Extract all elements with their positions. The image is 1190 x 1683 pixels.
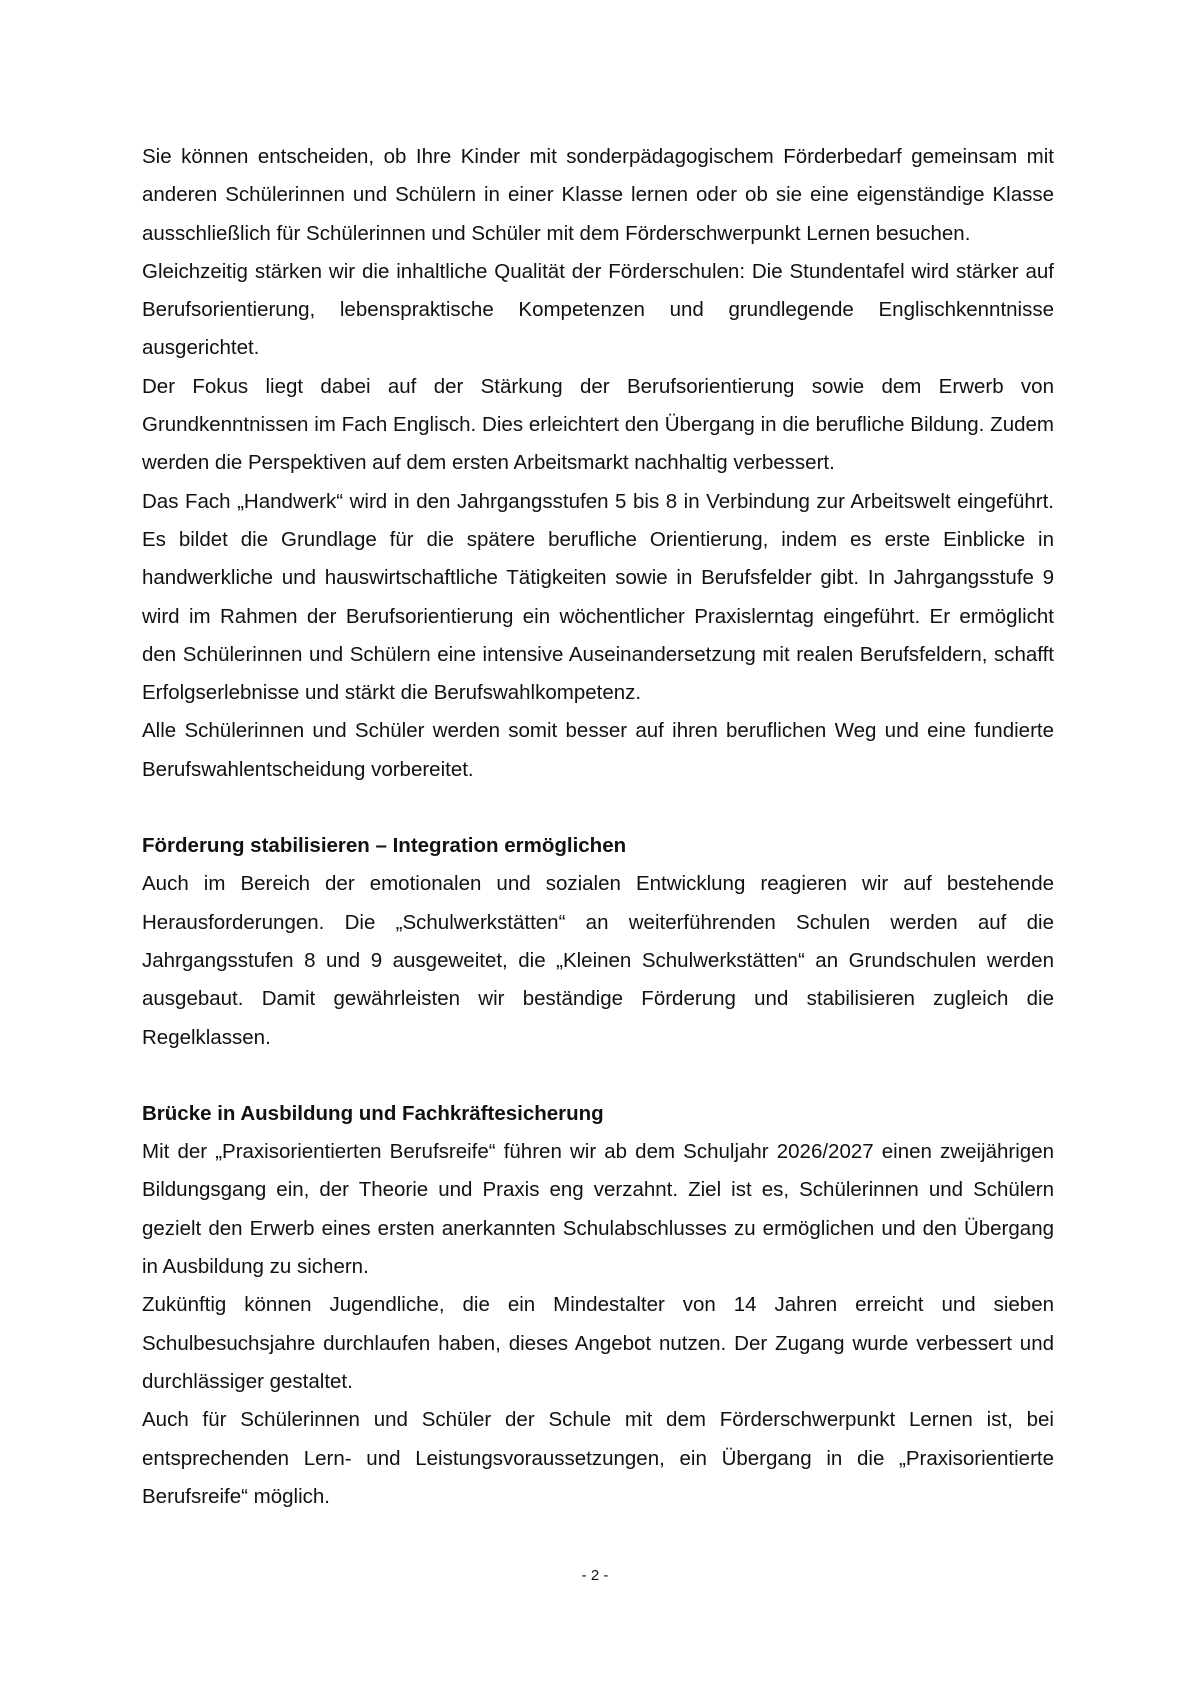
document-body (142, 138, 1054, 1516)
intro-paragraph-5: Alle Schülerinnen und Schüler werden somit besser auf ihren beruflichen Weg und eine fundierte Berufswahlentscheidung vorbereitet. (142, 719, 1054, 781)
section-spacer (142, 1057, 1054, 1095)
section-heading-foerderung: Förderung stabilisieren – Integration ermöglichen (142, 834, 627, 858)
bruecke-paragraph-2: Zukünftig können Jugendliche, die ein Mindestalter von 14 Jahren erreicht und sieben Schulbesuchsjahre durchlaufen haben, dieses Angebot nutzen. Der Zugang wurde verbessert und durchlässiger gestaltet. (142, 1293, 1054, 1393)
intro-paragraph-2: Gleichzeitig stärken wir die inhaltliche Qualität der Förderschulen: Die Stundentafel wird stärker auf Berufsorientierung, lebenspraktische Kompetenzen und grundlegende Englischkenntnisse ausgerichtet. (142, 259, 1054, 360)
intro-paragraph-4: Das Fach „Handwerk“ wird in den Jahrgangsstufen 5 bis 8 in Verbindung zur Arbeitswelt eingeführt. Es bildet die Grundlage für die spätere berufliche Orientierung, indem es erste Einblicke in handwerkliche und hauswirtschaftliche Tätigkeiten sowie in Berufsfelder gibt. In Jahrgangsstufe 9 wird im Rahmen der Berufsorientierung ein wöchentlicher Praxislerntag eingeführt. Er ermöglicht den Schülerinnen und Schülern eine intensive Auseinandersetzung mit realen Berufsfeldern, schafft Erfolgserlebnisse und stärkt die Berufswahlkompetenz. (142, 489, 1054, 705)
page-number: - 2 - (581, 1567, 609, 1584)
intro-paragraph-3: Der Fokus liegt dabei auf der Stärkung der Berufsorientierung sowie dem Erwerb von Grundkenntnissen im Fach Englisch. Dies erleichtert den Übergang in die berufliche Bildung. Zudem werden die Perspektiven auf dem ersten Arbeitsmarkt nachhaltig verbessert. (142, 374, 1054, 475)
intro-paragraph-1: Sie können entscheiden, ob Ihre Kinder mit sonderpädagogischem Förderbedarf gemeinsam mit anderen Schülerinnen und Schülern in einer Klasse lernen oder ob sie eine eigenständige Klasse ausschließlich für Schülerinnen und Schüler mit dem Förderschwerpunkt Lernen besuchen. (142, 145, 1054, 245)
bruecke-paragraph-3: Auch für Schülerinnen und Schüler der Schule mit dem Förderschwerpunkt Lernen ist, bei entsprechenden Lern- und Leistungsvoraussetzungen, ein Übergang in die „Praxisorientierte Berufsreife“ möglich. (142, 1408, 1054, 1508)
section-spacer (142, 789, 1054, 827)
bruecke-paragraph-1: Mit der „Praxisorientierten Berufsreife“ führen wir ab dem Schuljahr 2026/2027 einen zweijährigen Bildungsgang ein, der Theorie und Praxis eng verzahnt. Ziel ist es, Schülerinnen und Schülern gezielt den Erwerb eines ersten anerkannten Schulabschlusses zu ermöglichen und den Übergang in Ausbildung zu sichern. (142, 1140, 1054, 1279)
foerderung-paragraph-1: Auch im Bereich der emotionalen und sozialen Entwicklung reagieren wir auf bestehende Herausforderungen. Die „Schulwerkstätten“ an weiterführenden Schulen werden auf die Jahrgangsstufen 8 und 9 ausgeweitet, die „Kleinen Schulwerkstätten“ an Grundschulen werden ausgebaut. Damit gewährleisten wir beständige Förderung und stabilisieren zugleich die Regelklassen. (142, 872, 1054, 1049)
section-heading-bruecke: Brücke in Ausbildung und Fachkräftesicherung (142, 1101, 604, 1125)
